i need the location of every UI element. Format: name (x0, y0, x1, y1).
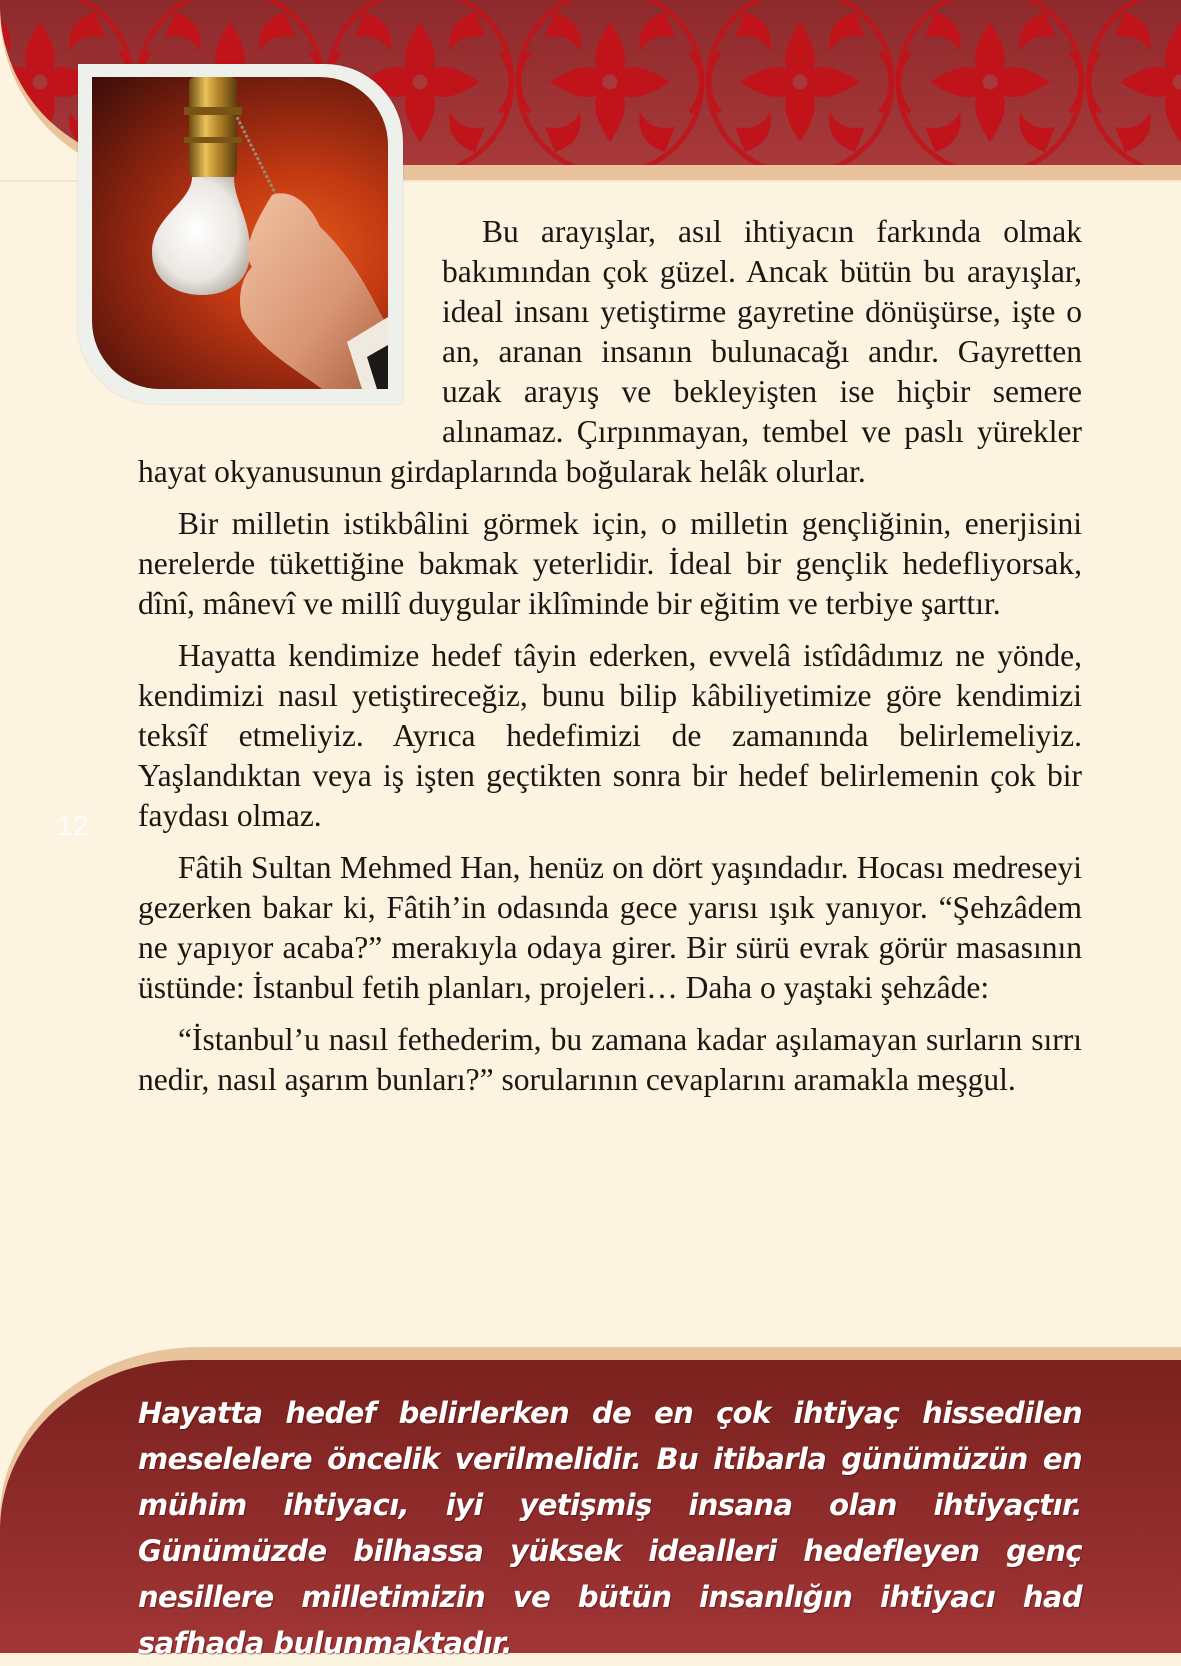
paragraph-4: Fâtih Sultan Mehmed Han, henüz on dört yaşındadır. Hocası medreseyi gezerken bakar ki, Fâtih’in odasında gece yarısı ışık yanıyor. “Şehzâdem ne yapıyor acaba?” merakıyla odaya girer. Bir sürü evrak görür masasının üstünde: İstanbul fetih planları, projeleri… Daha o yaştaki şehzâde: (138, 850, 1082, 1005)
paragraph-1: Bu arayışlar, asıl ihtiyacın farkında olmak bakımından çok güzel. Ancak bütün bu arayışlar, ideal insanı yetiştirme gayretine dönüşürse, işte o an, aranan insanın bulunacağı andır. Gayretten uzak arayış ve bekleyişten ise hiçbir semere alınamaz. Çırpınmayan, tembel ve paslı yürekler hayat okyanusunun girdaplarında boğularak helâk olurlar. (138, 214, 1082, 489)
paragraph-3: Hayatta kendimize hedef tâyin ederken, evvelâ istîdâdımız ne yönde, kendimizi nasıl yetiştireceğiz, bunu bilip kâbiliyetimize göre kendimizi teksîf etmeliyiz. Ayrıca hedefimizi de zamanında belirlemeliyiz. Yaşlandıktan veya iş işten geçtikten sonra bir hedef belirlemenin çok bir faydası olmaz. (138, 638, 1082, 833)
photo-wrap-spacer (138, 212, 440, 434)
page-number: 12 (57, 810, 89, 841)
body-text (138, 212, 1082, 1112)
paragraph-2: Bir milletin istikbâlini görmek için, o milletin gençliğinin, enerjisini nerelerde tükettiğine bakmak yeterlidir. İdeal bir gençlik hedefliyorsak, dînî, mânevî ve millî duygular iklîminde bir eğitim ve terbiye şarttır. (138, 506, 1082, 621)
callout-quote: Hayatta hedef belirlerken de en çok ihtiyaç hissedilen meselelere öncelik verilmelidir. Bu itibarla günümüzün en mühim ihtiyacı, iyi yetişmiş insana olan ihtiyaçtır. Günümüzde bilhassa yüksek idealleri hedefleyen genç nesillere milletimizin ve bütün insanlığın ihtiyacı had safhada bulunmaktadır. (138, 1396, 1082, 1660)
paragraph-5: “İstanbul’u nasıl fethederim, bu zamana kadar aşılamayan surların sırrı nedir, nasıl aşarım bunları?” sorularının cevaplarını aramakla meşgul. (138, 1022, 1082, 1097)
